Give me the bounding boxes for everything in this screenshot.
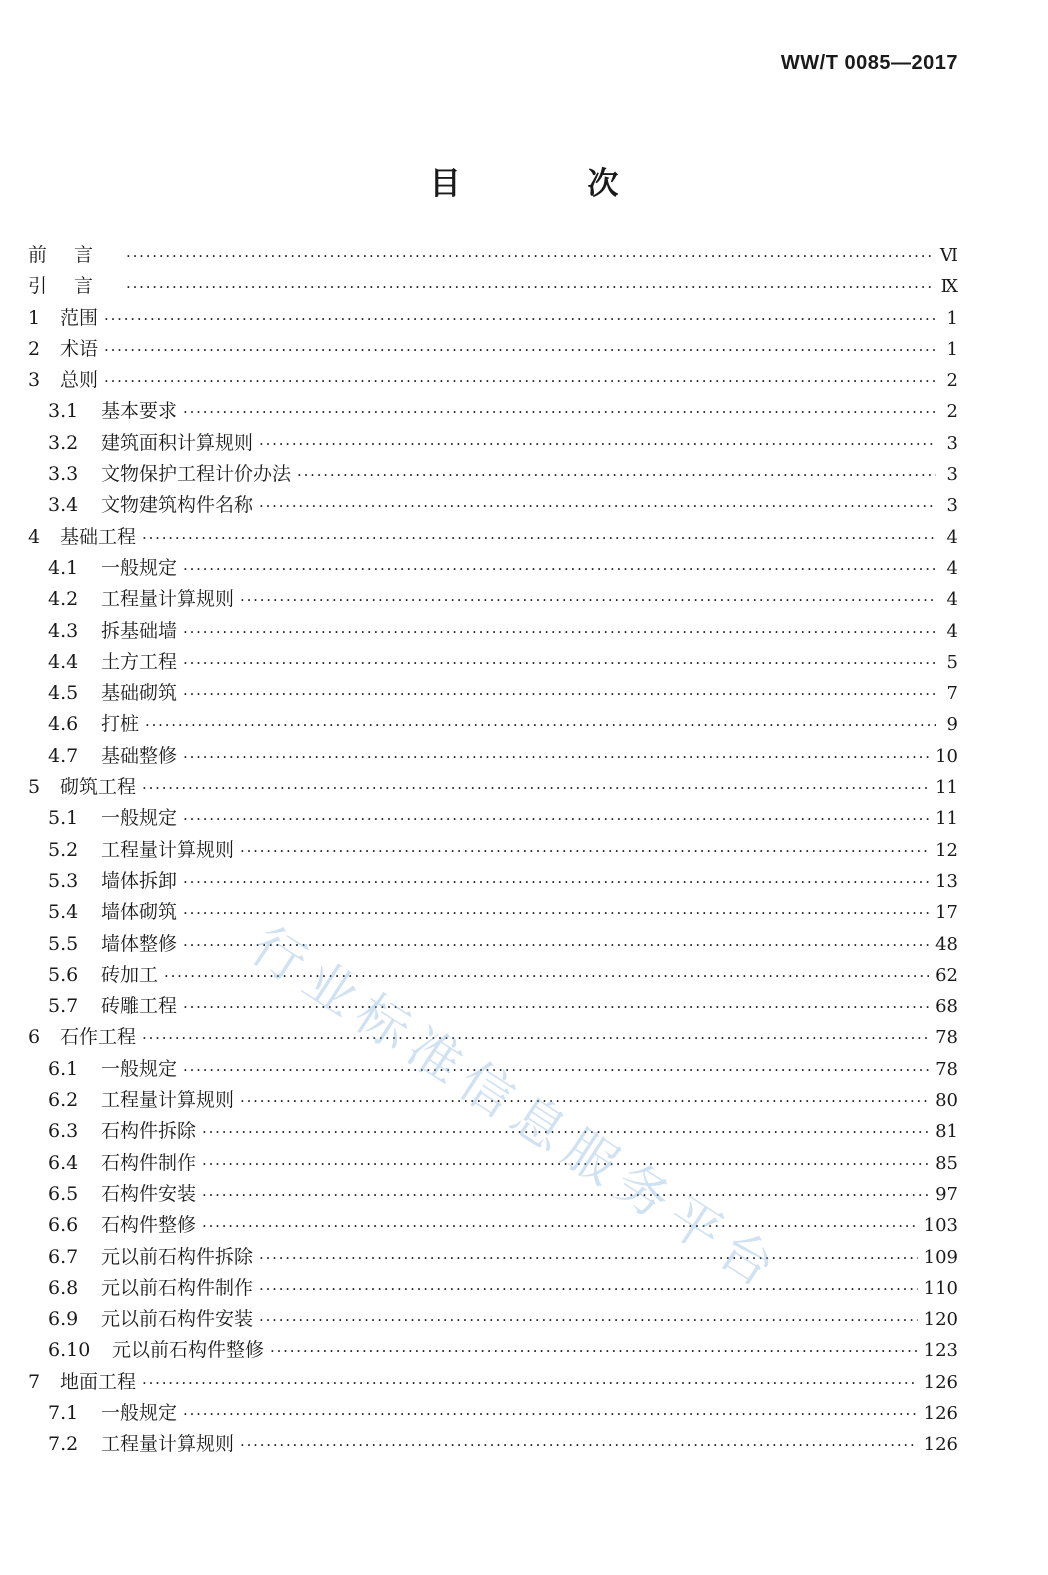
toc-entry-page: Ⅵ — [939, 245, 958, 266]
table-of-contents — [28, 240, 958, 1461]
toc-entry-label: 地面工程 — [60, 1370, 137, 1393]
toc-dot-leader — [183, 617, 936, 648]
toc-entry[interactable] — [28, 240, 958, 271]
toc-entry-number: 4.3 — [48, 619, 79, 642]
toc-entry-number: 3 — [28, 369, 41, 392]
toc-dot-leader — [259, 491, 936, 522]
toc-entry[interactable] — [28, 991, 958, 1022]
toc-dot-leader — [145, 710, 936, 741]
toc-entry-label: 砖雕工程 — [101, 995, 178, 1018]
toc-entry-number: 4 — [28, 525, 41, 548]
toc-entry[interactable] — [28, 1179, 958, 1210]
toc-entry-page: 4 — [946, 589, 958, 611]
toc-entry-label: 石构件安装 — [101, 1182, 197, 1205]
toc-entry-page: 3 — [946, 464, 958, 486]
toc-entry[interactable] — [28, 1242, 958, 1273]
toc-entry-label: 基础整修 — [101, 744, 178, 767]
toc-entry-page: 80 — [935, 1090, 958, 1112]
toc-entry-page: 3 — [946, 432, 958, 454]
toc-entry-label: 工程量计算规则 — [101, 1089, 235, 1112]
toc-entry-label: 墙体拆卸 — [101, 869, 178, 892]
toc-entry-page: 109 — [923, 1246, 958, 1268]
toc-entry-page: 85 — [935, 1152, 958, 1174]
toc-entry-number: 6.4 — [48, 1151, 79, 1174]
toc-entry[interactable] — [28, 835, 958, 866]
toc-dot-leader — [270, 1336, 918, 1367]
toc-entry-page: 11 — [935, 777, 958, 799]
toc-entry-number: 7.1 — [48, 1401, 79, 1424]
toc-entry-label: 墙体砌筑 — [101, 901, 178, 924]
toc-dot-leader — [202, 1180, 929, 1211]
toc-entry-label: 建筑面积计算规则 — [101, 431, 254, 454]
toc-dot-leader — [183, 679, 936, 710]
toc-entry-page: 10 — [935, 745, 958, 767]
toc-entry[interactable] — [28, 428, 958, 459]
toc-entry-label: 基础工程 — [60, 525, 137, 548]
toc-entry-page: 68 — [935, 996, 958, 1018]
toc-entry-number: 2 — [28, 337, 41, 360]
toc-entry-label: 土方工程 — [101, 650, 178, 673]
toc-entry-number: 5 — [28, 776, 41, 799]
toc-entry-page: 62 — [935, 964, 958, 986]
toc-entry-page: 120 — [923, 1309, 958, 1331]
toc-entry[interactable] — [28, 271, 958, 302]
watermark: 行业标准信息服务平台 — [240, 915, 793, 1304]
toc-entry-label: 元以前石构件制作 — [101, 1276, 254, 1299]
toc-entry[interactable] — [28, 1273, 958, 1304]
toc-entry-label: 拆基础墙 — [101, 619, 178, 642]
toc-dot-leader — [259, 1305, 918, 1336]
toc-dot-leader — [297, 460, 936, 491]
toc-entry-number: 6.9 — [48, 1308, 79, 1331]
standard-code: WW/T 0085—2017 — [780, 52, 958, 74]
toc-entry[interactable] — [28, 960, 958, 991]
toc-dot-leader — [183, 554, 936, 585]
toc-entry-label: 元以前石构件整修 — [112, 1339, 265, 1362]
toc-entry-label: 石构件整修 — [101, 1214, 197, 1237]
toc-dot-leader — [259, 1243, 918, 1274]
toc-entry-number: 4.1 — [48, 556, 79, 579]
toc-entry-number: 6 — [28, 1026, 41, 1049]
toc-entry[interactable] — [28, 1335, 958, 1366]
toc-entry-number: 6.5 — [48, 1182, 79, 1205]
toc-entry-label: 砌筑工程 — [60, 776, 137, 799]
toc-entry-page: 48 — [935, 933, 958, 955]
toc-entry-label: 引言 — [28, 275, 121, 298]
toc-dot-leader — [104, 335, 936, 366]
toc-entry-label: 墙体整修 — [101, 932, 178, 955]
toc-entry[interactable] — [28, 334, 958, 365]
toc-entry[interactable] — [28, 1304, 958, 1335]
toc-entry[interactable] — [28, 772, 958, 803]
toc-entry-label: 石构件拆除 — [101, 1120, 197, 1143]
toc-entry[interactable] — [28, 459, 958, 490]
toc-entry-label: 文物建筑构件名称 — [101, 494, 254, 517]
toc-entry-label: 工程量计算规则 — [101, 588, 235, 611]
toc-entry-label: 一般规定 — [101, 1401, 178, 1424]
toc-entry-page: Ⅸ — [940, 276, 958, 298]
toc-entry-number: 4.6 — [48, 713, 79, 736]
toc-entry-number: 6.3 — [48, 1120, 79, 1143]
toc-dot-leader — [104, 304, 936, 335]
page-title: 目 次 — [429, 166, 677, 202]
toc-dot-leader — [142, 773, 929, 804]
toc-entry-number: 5.6 — [48, 963, 79, 986]
toc-entry[interactable] — [28, 709, 958, 740]
toc-entry-number: 5.4 — [48, 901, 79, 924]
toc-entry-label: 术语 — [60, 337, 99, 360]
toc-entry[interactable] — [28, 365, 958, 396]
toc-entry[interactable] — [28, 803, 958, 834]
toc-entry-label: 一般规定 — [101, 1057, 178, 1080]
toc-dot-leader — [126, 241, 934, 272]
toc-dot-leader — [183, 867, 929, 898]
toc-dot-leader — [104, 366, 936, 397]
toc-entry[interactable] — [28, 678, 958, 709]
toc-entry[interactable] — [28, 929, 958, 960]
toc-entry-number: 7.2 — [48, 1433, 79, 1456]
toc-entry-page: 1 — [946, 338, 958, 360]
toc-entry-number: 3.4 — [48, 494, 79, 517]
toc-dot-leader — [142, 1023, 929, 1054]
toc-entry-page: 11 — [935, 808, 958, 830]
toc-entry-number: 5.3 — [48, 869, 79, 892]
toc-entry-page: 12 — [935, 839, 958, 861]
toc-entry-number: 6.10 — [48, 1339, 91, 1362]
toc-entry-label: 一般规定 — [101, 807, 178, 830]
toc-entry-label: 工程量计算规则 — [101, 1433, 235, 1456]
toc-entry-page: 126 — [923, 1402, 958, 1424]
toc-entry[interactable] — [28, 741, 958, 772]
toc-entry-page: 7 — [946, 683, 958, 705]
toc-entry-page: 126 — [923, 1434, 958, 1456]
toc-entry[interactable] — [28, 396, 958, 427]
toc-entry-page: 97 — [935, 1183, 958, 1205]
toc-entry-number: 3.2 — [48, 431, 79, 454]
toc-dot-leader — [126, 272, 935, 303]
toc-entry-page: 78 — [935, 1027, 958, 1049]
toc-entry-page: 17 — [935, 902, 958, 924]
toc-entry-number: 1 — [28, 306, 41, 329]
toc-entry[interactable] — [28, 1398, 958, 1429]
toc-entry-number: 5.2 — [48, 838, 79, 861]
toc-entry-label: 元以前石构件拆除 — [101, 1245, 254, 1268]
toc-entry-number: 6.1 — [48, 1057, 79, 1080]
toc-entry[interactable] — [28, 1429, 958, 1460]
toc-entry-number: 4.4 — [48, 650, 79, 673]
toc-entry-label: 石构件制作 — [101, 1151, 197, 1174]
toc-entry[interactable] — [28, 1367, 958, 1398]
toc-entry[interactable] — [28, 866, 958, 897]
toc-dot-leader — [259, 429, 936, 460]
toc-entry[interactable] — [28, 584, 958, 615]
toc-entry-page: 110 — [923, 1277, 958, 1299]
toc-entry[interactable] — [28, 897, 958, 928]
toc-entry-number: 5.1 — [48, 807, 79, 830]
toc-entry-page: 2 — [946, 370, 958, 392]
toc-entry-page: 1 — [946, 307, 958, 329]
toc-entry-page: 123 — [923, 1340, 958, 1362]
toc-entry-number: 5.5 — [48, 932, 79, 955]
toc-dot-leader — [142, 523, 936, 554]
toc-entry-label: 基础砌筑 — [101, 682, 178, 705]
toc-entry-page: 126 — [923, 1371, 958, 1393]
toc-entry-label: 元以前石构件安装 — [101, 1308, 254, 1331]
toc-dot-leader — [240, 1430, 918, 1461]
toc-entry-label: 前言 — [28, 244, 121, 266]
toc-entry[interactable] — [28, 616, 958, 647]
toc-entry-label: 砖加工 — [101, 963, 159, 986]
toc-entry[interactable] — [28, 553, 958, 584]
toc-dot-leader — [183, 1399, 918, 1430]
toc-dot-leader — [240, 585, 936, 616]
toc-entry-number: 7 — [28, 1370, 41, 1393]
toc-entry[interactable] — [28, 522, 958, 553]
toc-entry-number: 6.2 — [48, 1089, 79, 1112]
toc-entry-number: 6.7 — [48, 1245, 79, 1268]
toc-entry-label: 基本要求 — [101, 400, 178, 423]
toc-entry[interactable] — [28, 490, 958, 521]
toc-entry-number: 3.1 — [48, 400, 79, 423]
toc-entry-page: 78 — [935, 1058, 958, 1080]
toc-dot-leader — [183, 742, 929, 773]
toc-entry-page: 4 — [946, 557, 958, 579]
toc-entry[interactable] — [28, 1148, 958, 1179]
toc-dot-leader — [202, 1211, 918, 1242]
toc-dot-leader — [183, 648, 936, 679]
toc-entry-number: 4.5 — [48, 682, 79, 705]
toc-entry-page: 4 — [946, 620, 958, 642]
toc-entry-number: 6.8 — [48, 1276, 79, 1299]
toc-entry[interactable] — [28, 647, 958, 678]
toc-dot-leader — [183, 1055, 929, 1086]
toc-entry-number: 4.7 — [48, 744, 79, 767]
toc-entry-label: 范围 — [60, 306, 99, 329]
toc-dot-leader — [142, 1368, 918, 1399]
toc-entry[interactable] — [28, 1210, 958, 1241]
toc-entry-label: 文物保护工程计价办法 — [101, 463, 292, 486]
toc-entry-page: 81 — [935, 1121, 958, 1143]
toc-dot-leader — [259, 1274, 918, 1305]
toc-dot-leader — [183, 397, 936, 428]
toc-entry-label: 打桩 — [101, 713, 140, 736]
toc-entry-number: 3.3 — [48, 463, 79, 486]
toc-entry-page: 3 — [946, 495, 958, 517]
toc-entry-page: 4 — [946, 526, 958, 548]
toc-dot-leader — [183, 804, 929, 835]
toc-entry-label: 一般规定 — [101, 556, 178, 579]
toc-entry[interactable] — [28, 303, 958, 334]
toc-entry-page: 13 — [935, 870, 958, 892]
toc-entry-page: 5 — [946, 651, 958, 673]
toc-entry-number: 6.6 — [48, 1214, 79, 1237]
toc-entry-number: 4.2 — [48, 588, 79, 611]
toc-entry-page: 9 — [946, 714, 958, 736]
toc-entry-label: 石作工程 — [60, 1026, 137, 1049]
toc-entry-page: 2 — [946, 401, 958, 423]
toc-entry-label: 工程量计算规则 — [101, 838, 235, 861]
toc-dot-leader — [240, 836, 929, 867]
toc-entry-label: 总则 — [60, 369, 99, 392]
toc-entry-page: 103 — [923, 1215, 958, 1237]
toc-entry-number: 5.7 — [48, 995, 79, 1018]
